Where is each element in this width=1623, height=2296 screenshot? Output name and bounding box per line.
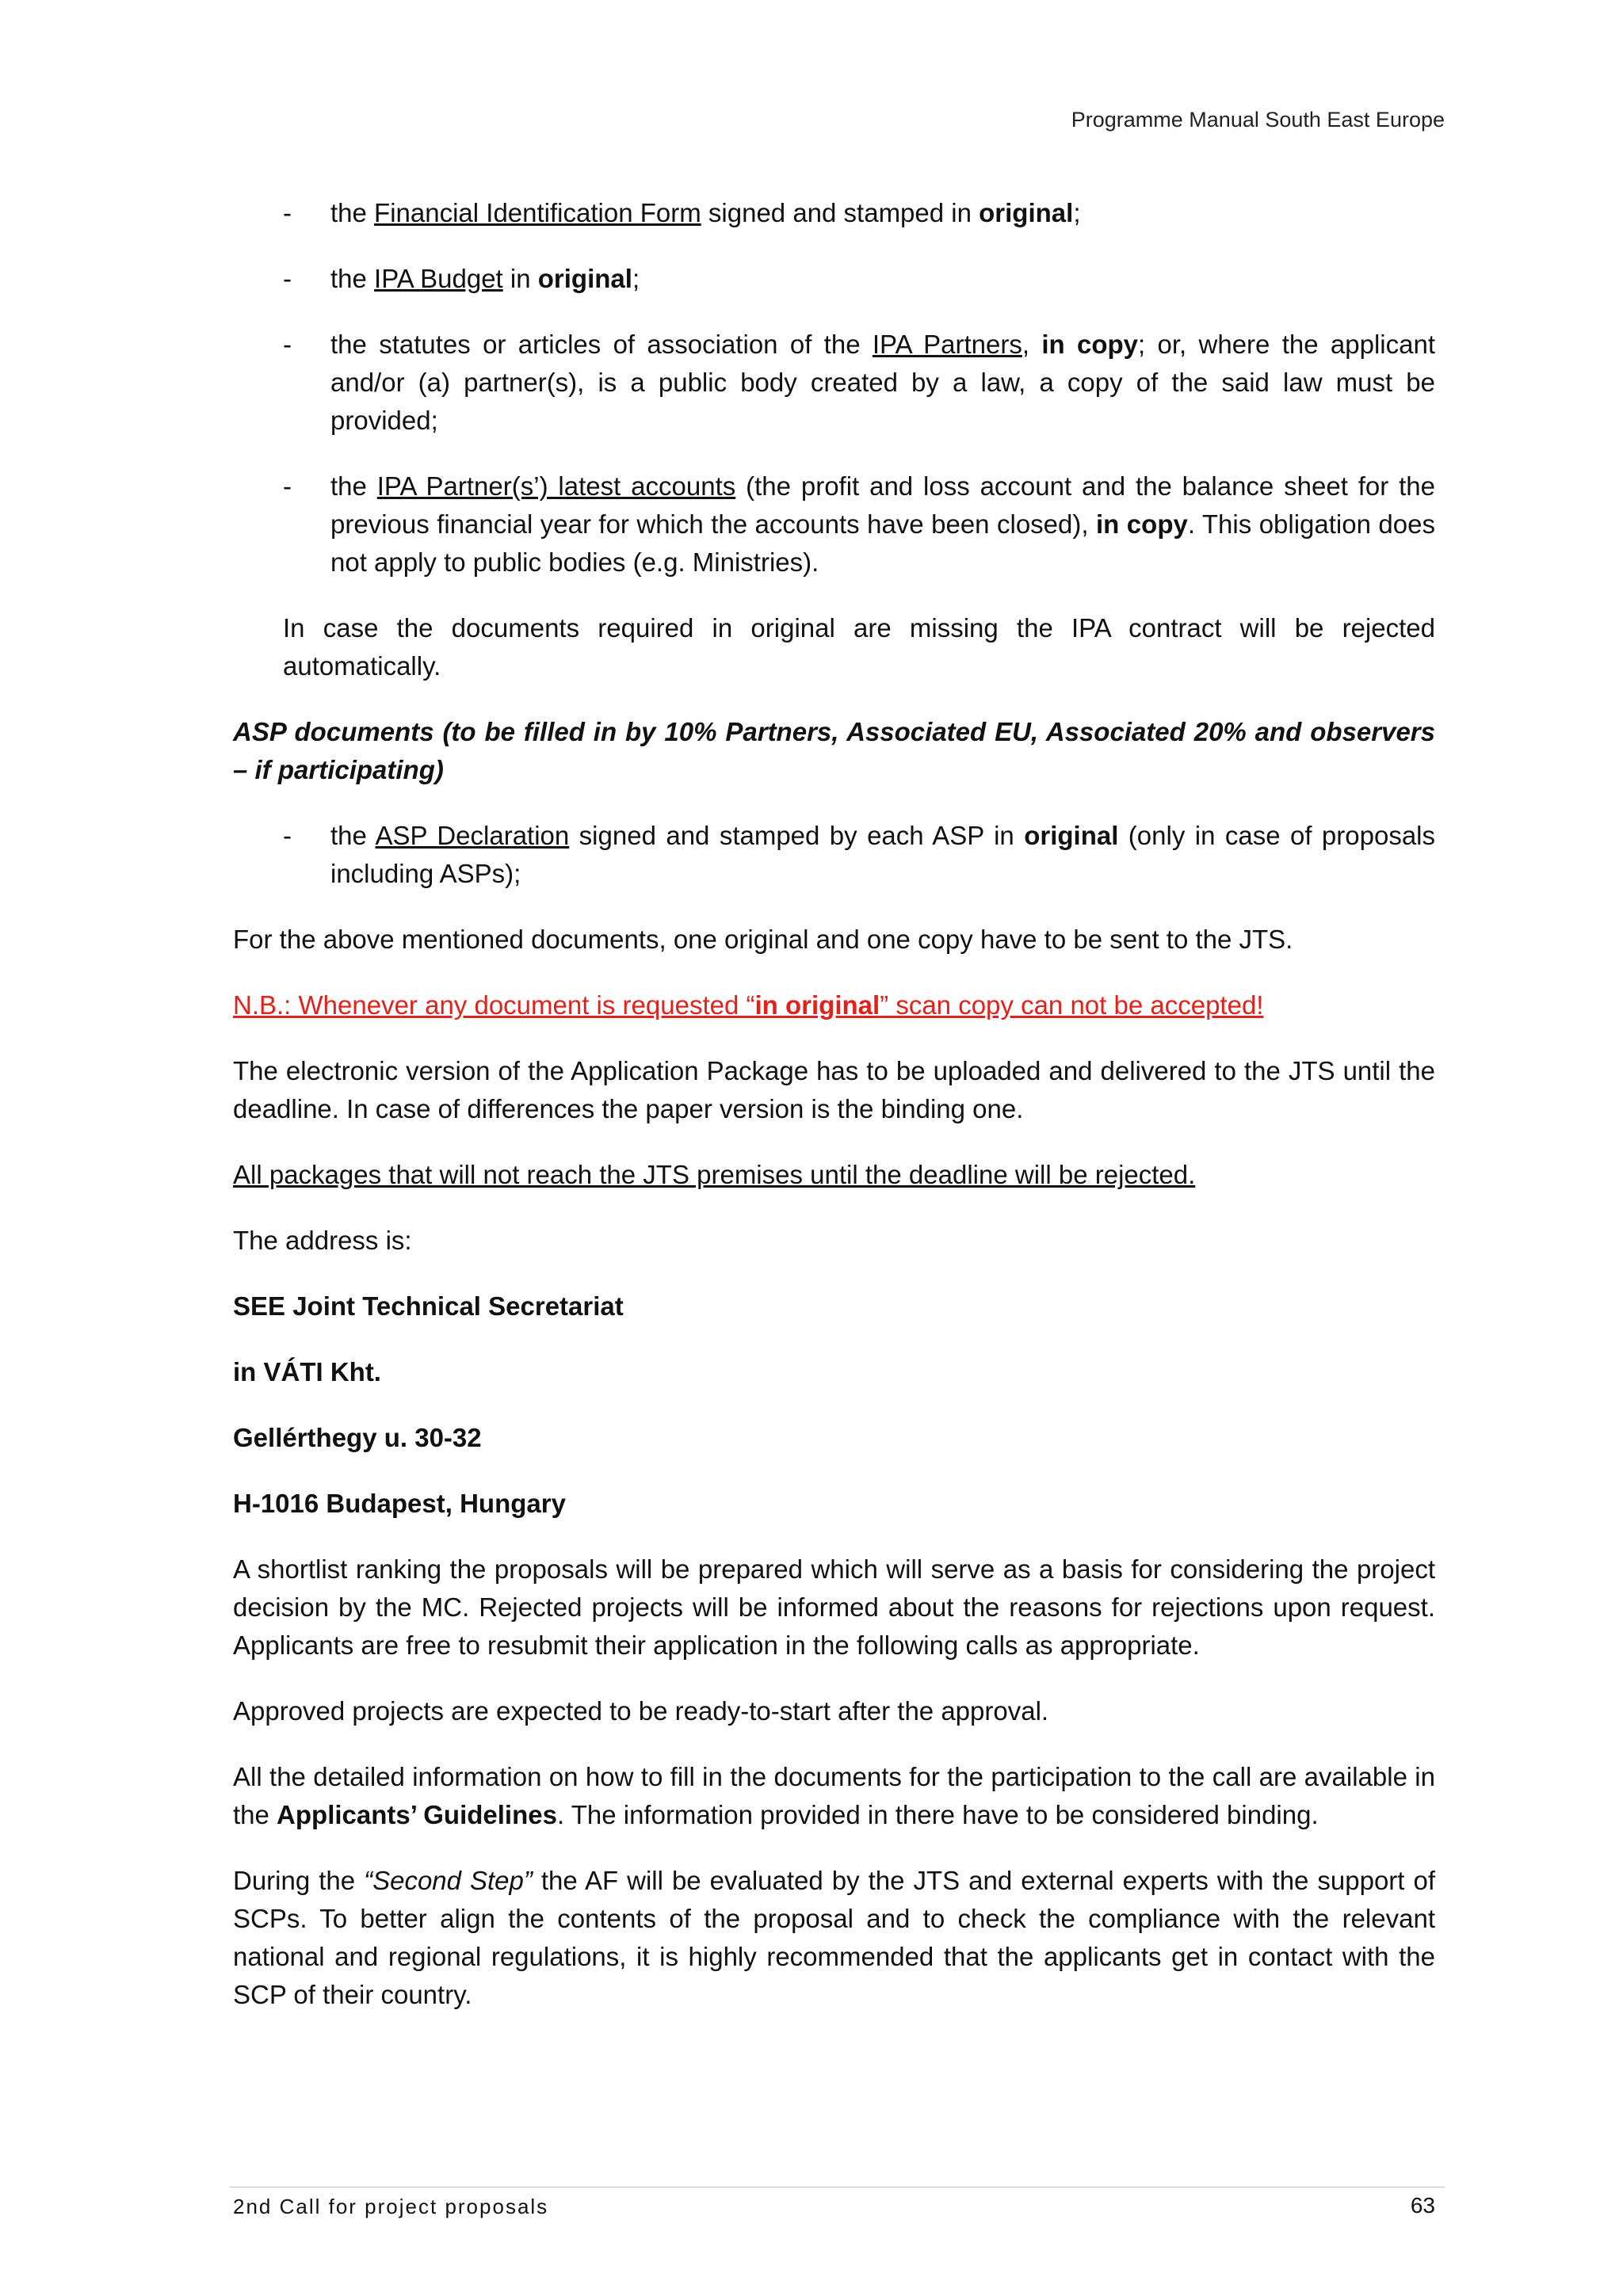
address-line-4: H-1016 Budapest, Hungary xyxy=(233,1489,566,1518)
running-header: Programme Manual South East Europe xyxy=(1071,108,1445,132)
bullet-accounts: - the IPA Partner(s’) latest accounts (the profit and loss account and the balance sheet for the previous financial year for which the accounts have been closed), in copy. This obligation does not apply to public bodies (e.g. Ministries). xyxy=(233,467,1435,582)
asp-declaration-link: ASP Declaration xyxy=(375,821,570,850)
address-line-2: in VÁTI Kht. xyxy=(233,1357,381,1386)
nb-warning: N.B.: Whenever any document is requested “in original” scan copy can not be accepted! xyxy=(233,990,1264,1020)
bullet-ipa-budget: - the IPA Budget in original; xyxy=(233,260,1435,298)
asp-heading: ASP documents (to be filled in by 10% Partners, Associated EU, Associated 20% and observers – if participating) xyxy=(233,717,1435,784)
bullet-financial-form: - the Financial Identification Form signed and stamped in original; xyxy=(233,194,1435,232)
footer-title: 2nd Call for project proposals xyxy=(233,2195,549,2218)
address-line-3: Gellérthegy u. 30-32 xyxy=(233,1423,482,1452)
bullet-dash: - xyxy=(283,264,292,293)
deadline-paragraph: All packages that will not reach the JTS premises until the deadline will be rejected. xyxy=(233,1160,1196,1189)
ipa-budget-link: IPA Budget xyxy=(374,264,503,293)
shortlist-paragraph: A shortlist ranking the proposals will be prepared which will serve as a basis for considering the project decision by the MC. Rejected projects will be informed about the reasons for rejections upon request. Applicants are free to resubmit their application in the following calls as appropriate. xyxy=(233,1554,1435,1660)
bullet-dash: - xyxy=(283,821,292,850)
bullet-statutes: - the statutes or articles of association of the IPA Partners, in copy; or, where the applicant and/or (a) partner(s), is a public body created by a law, a copy of the said law must be provided; xyxy=(233,326,1435,440)
bullet-dash: - xyxy=(283,471,292,501)
page-number: 63 xyxy=(1410,2193,1435,2218)
financial-form-link: Financial Identification Form xyxy=(374,198,701,227)
copies-paragraph: For the above mentioned documents, one original and one copy have to be sent to the JTS. xyxy=(233,925,1293,954)
page-body xyxy=(233,194,1435,2042)
electronic-version-paragraph: The electronic version of the Application Package has to be uploaded and delivered to the JTS until the deadline. In case of differences the paper version is the binding one. xyxy=(233,1056,1435,1123)
bullet-dash: - xyxy=(283,198,292,227)
address-intro: The address is: xyxy=(233,1226,412,1255)
guidelines-paragraph: All the detailed information on how to fill in the documents for the participation to the call are available in the Applicants’ Guidelines. The information provided in there have to be considered binding. xyxy=(233,1762,1435,1829)
bullet-asp-declaration: - the ASP Declaration signed and stamped by each ASP in original (only in case of proposals including ASPs); xyxy=(233,817,1435,893)
partner-accounts-link: IPA Partner(s’) latest accounts xyxy=(376,471,736,501)
bullet-dash: - xyxy=(283,330,292,359)
address-line-1: SEE Joint Technical Secretariat xyxy=(233,1291,624,1321)
rejection-note: In case the documents required in original are missing the IPA contract will be rejected automatically. xyxy=(283,613,1435,681)
approved-paragraph: Approved projects are expected to be ready-to-start after the approval. xyxy=(233,1696,1049,1726)
ipa-partners-link: IPA Partners xyxy=(872,330,1022,359)
second-step-paragraph: During the “Second Step” the AF will be evaluated by the JTS and external experts with the support of SCPs. To better align the contents of the proposal and to check the compliance with the relevant national and regional regulations, it is highly recommended that the applicants get in contact with the SCP of their country. xyxy=(233,1866,1435,2009)
